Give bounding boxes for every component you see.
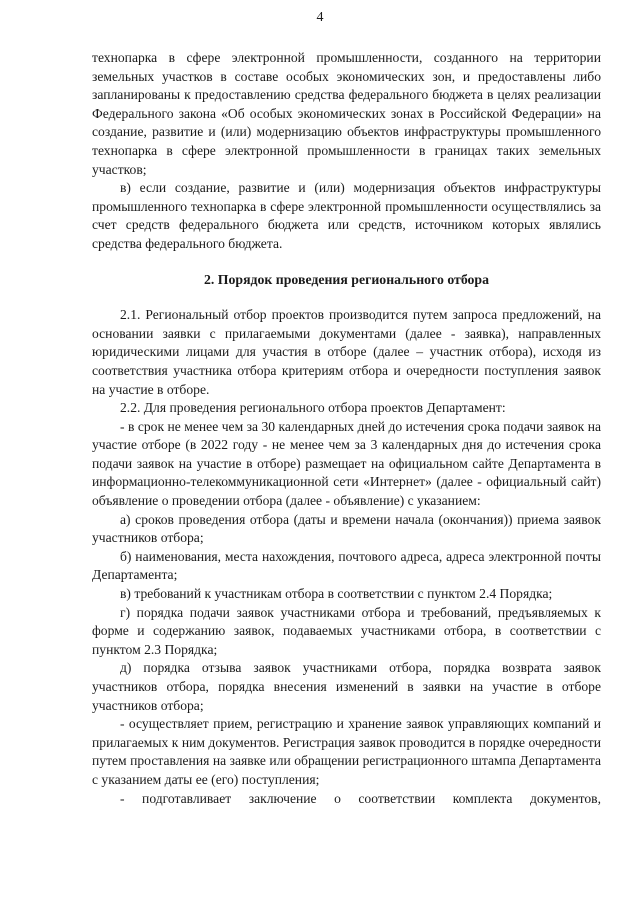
paragraph: - в срок не менее чем за 30 календарных дней до истечения срока подачи заявок на участие отборе (в 2022 году - не менее чем за 3 календарных дня до истечения срока подачи заявок на участие в отборе) размещает на официальном сайте Департамента в информационно-телекоммуникационной сети «Интернет» (далее - официальный сайт) объявление о проведении отбора (далее - объявление) с указанием:: [92, 418, 601, 509]
paragraph: технопарка в сфере электронной промышленности, созданного на территории земельных участков в составе особых экономических зон, и предоставлены либо запланированы к предоставлению средства федерального бюджета в целях реализации Федерального закона «Об особых экономических зонах в Российской Федерации» на создание, развитие и (или) модернизацию объектов инфраструктуры промышленного технопарка в сфере электронной промышленности в границах таких земельных участков;: [92, 50, 601, 177]
page-number: 4: [316, 10, 324, 25]
paragraph: 2.2. Для проведения регионального отбора проектов Департамент:: [120, 400, 506, 416]
section-heading: 2. Порядок проведения регионального отбора: [203, 271, 490, 287]
paragraph: 2.1. Региональный отбор проектов производится путем запроса предложений, на основании заявки с прилагаемыми документами (далее - заявка), направленных юридическими лицами для участия в отборе (далее – участник отбора), исходя из соответствия участника отбора критериям отбора и очередности поступления заявок на участие в отборе.: [92, 307, 601, 397]
paragraph: - осуществляет прием, регистрацию и хранение заявок управляющих компаний и прилагаемых к ним документов. Регистрация заявок проводится в порядке очередности путем проставления на заявке или обращении регистрационного штампа Департамента с указанием даты ее (его) поступления;: [92, 716, 601, 787]
list-item: а) сроков проведения отбора (даты и времени начала (окончания)) приема заявок участников отбора;: [92, 511, 601, 546]
list-item: г) порядка подачи заявок участниками отбора и требований, предъявляемых к форме и содержанию заявок, подаваемых участниками отбора, в соответствии с пунктом 2.3 Порядка;: [92, 604, 601, 657]
paragraph: - подготавливает заключение о соответствии комплекта документов,: [120, 790, 601, 806]
list-item: д) порядка отзыва заявок участниками отбора, порядка возврата заявок участников отбора, порядка внесения изменений в заявки на участие в отборе участников отбора;: [92, 660, 601, 713]
list-item: в) требований к участникам отбора в соответствии с пунктом 2.4 Порядка;: [120, 586, 553, 602]
list-item: б) наименования, места нахождения, почтового адреса, адреса электронной почты Департамента;: [92, 548, 601, 583]
document-body: [92, 49, 601, 808]
paragraph: в) если создание, развитие и (или) модернизация объектов инфраструктуры промышленного технопарка в сфере электронной промышленности осуществлялись за счет средств федерального бюджета или средств, источником которых являлись средства федерального бюджета.: [92, 180, 601, 251]
